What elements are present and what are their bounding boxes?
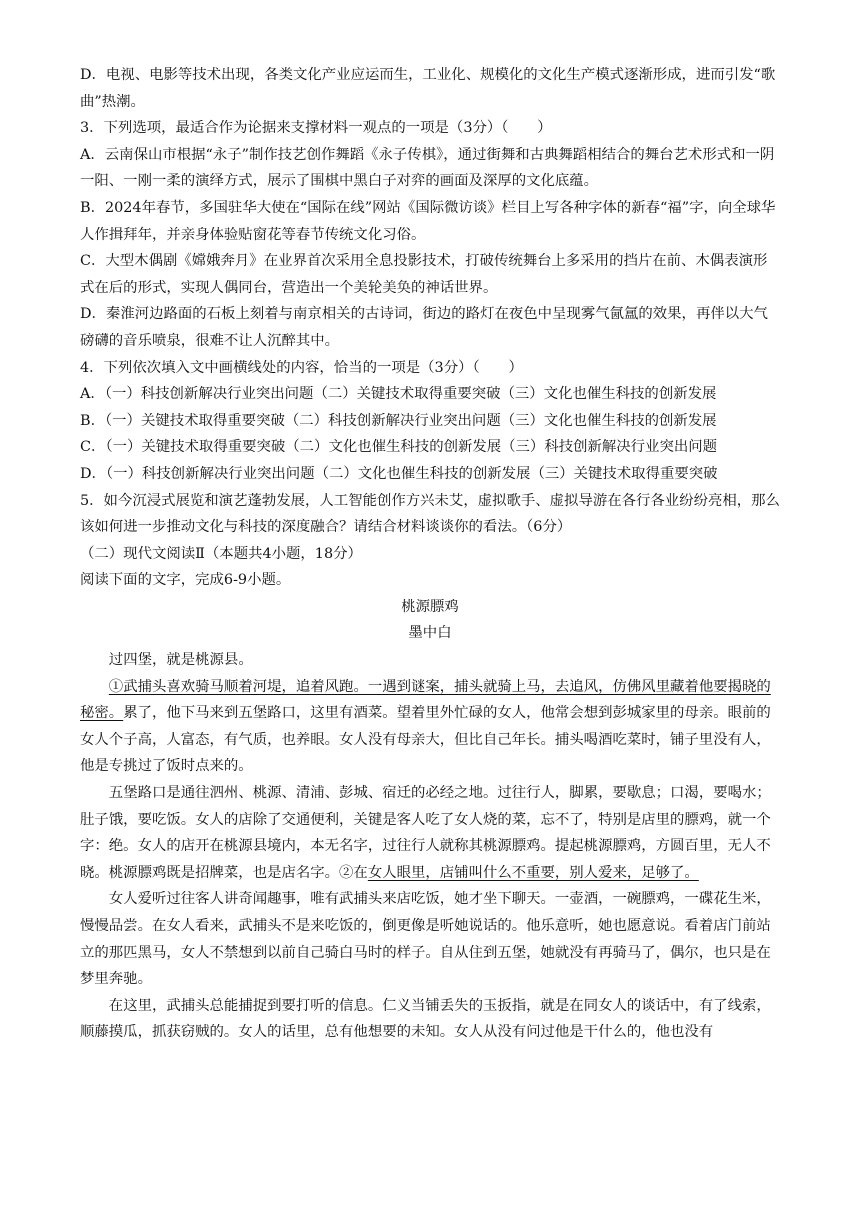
underlined-sentence-2: 女人眼里，店铺叫什么不重要，别人爱来，足够了。 [367, 864, 699, 881]
q5-question: 5．如今沉浸式展览和演艺蓬勃发展，人工智能创作方兴未艾，虚拟歌手、虚拟导游在各行各业纷纷亮相，那么该如何进一步推动文化与科技的深度融合？请结合材料谈谈你的看法。（6分） [80, 492, 780, 536]
underlined-sentence-1: ①武捕头喜欢骑马顺着河堤，追着风跑。一遇到谜案，捕头就骑上马，去追风，仿佛风里藏着他要揭晓的秘密。 [80, 678, 771, 722]
passage-paragraph-1: 过四堡，就是桃源县。 [108, 652, 253, 669]
passage-paragraph-2 [80, 674, 780, 780]
reading-passage [80, 594, 780, 1046]
q3-option-c: C．大型木偶剧《嫦娥奔月》在业界首次采用全息投影技术，打破传统舞台上多采用的挡片在前、木偶表演形式在后的形式，实现人偶同台，营造出一个美轮美奂的神话世界。 [80, 253, 768, 296]
section-instruction: 阅读下面的文字，完成6-9小题。 [80, 572, 291, 589]
passage-paragraph-5: 在这里，武捕头总能捕捉到要打听的信息。仁义当铺丢失的玉扳指，就是在同女人的谈话中，有了线索，顺藤摸瓜，抓获窃贼的。女人的话里，总有他想要的未知。女人从没有问过他是干什么的，他也没有 [80, 997, 771, 1041]
q2-option-d: D．电视、电影等技术出现，各类文化产业应运而生，工业化、规模化的文化生产模式逐渐形成，进而引发“歌曲”热潮。 [80, 67, 776, 110]
q3-option-b: B．2024年春节，多国驻华大使在“国际在线”网站《国际微访谈》栏目上写各种字体的新春“福”字，向全球华人作揖拜年，并亲身体验贴窗花等春节传统文化习俗。 [80, 199, 776, 243]
section-heading: （二）现代文阅读Ⅱ（本题共4小题，18分） [80, 545, 362, 562]
q4-option-a: A．（一）科技创新解决行业突出问题（二）关键技术取得重要突破（三）文化也催生科技的创新发展 [80, 386, 717, 403]
q4-option-c: C．（一）关键技术取得重要突破（二）文化也催生科技的创新发展（三）科技创新解决行业突出问题 [80, 439, 718, 456]
q3-option-a: A．云南保山市根据“永子”制作技艺创作舞蹈《永子传棋》，通过街舞和古典舞蹈相结合的舞台艺术形式和一阴一阳、一刚一柔的演绎方式，展示了围棋中黑白子对弈的画面及深厚的文化底蕴。 [80, 146, 775, 190]
passage-paragraph-4: 女人爱听过往客人讲奇闻趣事，唯有武捕头来店吃饭，她才坐下聊天。一壶酒，一碗膘鸡，一碟花生米，慢慢品尝。在女人看来，武捕头不是来吃饭的，倒更像是听她说话的。他乐意听，她也愿意说。看着店门前站立的那匹黑马，女人不禁想到以前自己骑白马时的样子。自从住到五堡，她就没有再骑马了，偶尔，也只是在梦里奔驰。 [80, 891, 771, 988]
q3-stem: 3．下列选项，最适合作为论据来支撑材料一观点的一项是（3分）（ ） [80, 120, 552, 137]
passage-paragraph-3 [80, 780, 780, 886]
paragraph-3-text: 五堡路口是通往泗州、桃源、清浦、彭城、宿迁的必经之地。过往行人，脚累，要歇息；口渴，要喝水；肚子饿，要吃饭。女人的店除了交通便利，关键是客人吃了女人烧的菜，忘不了，特别是店里的膘鸡，就一个字：绝。女人的店开在桃源县境内，本无名字，过往行人就称其桃源膘鸡。提起桃源膘鸡，方圆百里，无人不晓。桃源膘鸡既是招牌菜，也是店名字。②在 [80, 785, 771, 881]
paragraph-2-text: 累了，他下马来到五堡路口，这里有酒菜。望着里外忙碌的女人，他常会想到彭城家里的母亲。眼前的女人个子高，人富态，有气质，也养眼。女人没有母亲大，但比自己年长。捕头喝酒吃菜时，铺子里没有人，他是专挑过了饭时点来的。 [80, 705, 771, 775]
passage-title: 桃源膘鸡 [401, 598, 459, 615]
q4-option-d: D．（一）科技创新解决行业突出问题（二）文化也催生科技的创新发展（三）关键技术取得重要突破 [80, 465, 718, 482]
q4-stem: 4．下列依次填入文中画横线处的内容，恰当的一项是（3分）（ ） [80, 359, 523, 376]
passage-author: 墨中白 [408, 625, 452, 642]
q4-option-b: B．（一）关键技术取得重要突破（二）科技创新解决行业突出问题（三）文化也催生科技的创新发展 [80, 412, 717, 429]
q3-option-d: D．秦淮河边路面的石板上刻着与南京相关的古诗词，街边的路灯在夜色中呈现雾气氤氲的效果，再伴以大气磅礴的音乐喷泉，很难不让人沉醉其中。 [80, 306, 768, 349]
